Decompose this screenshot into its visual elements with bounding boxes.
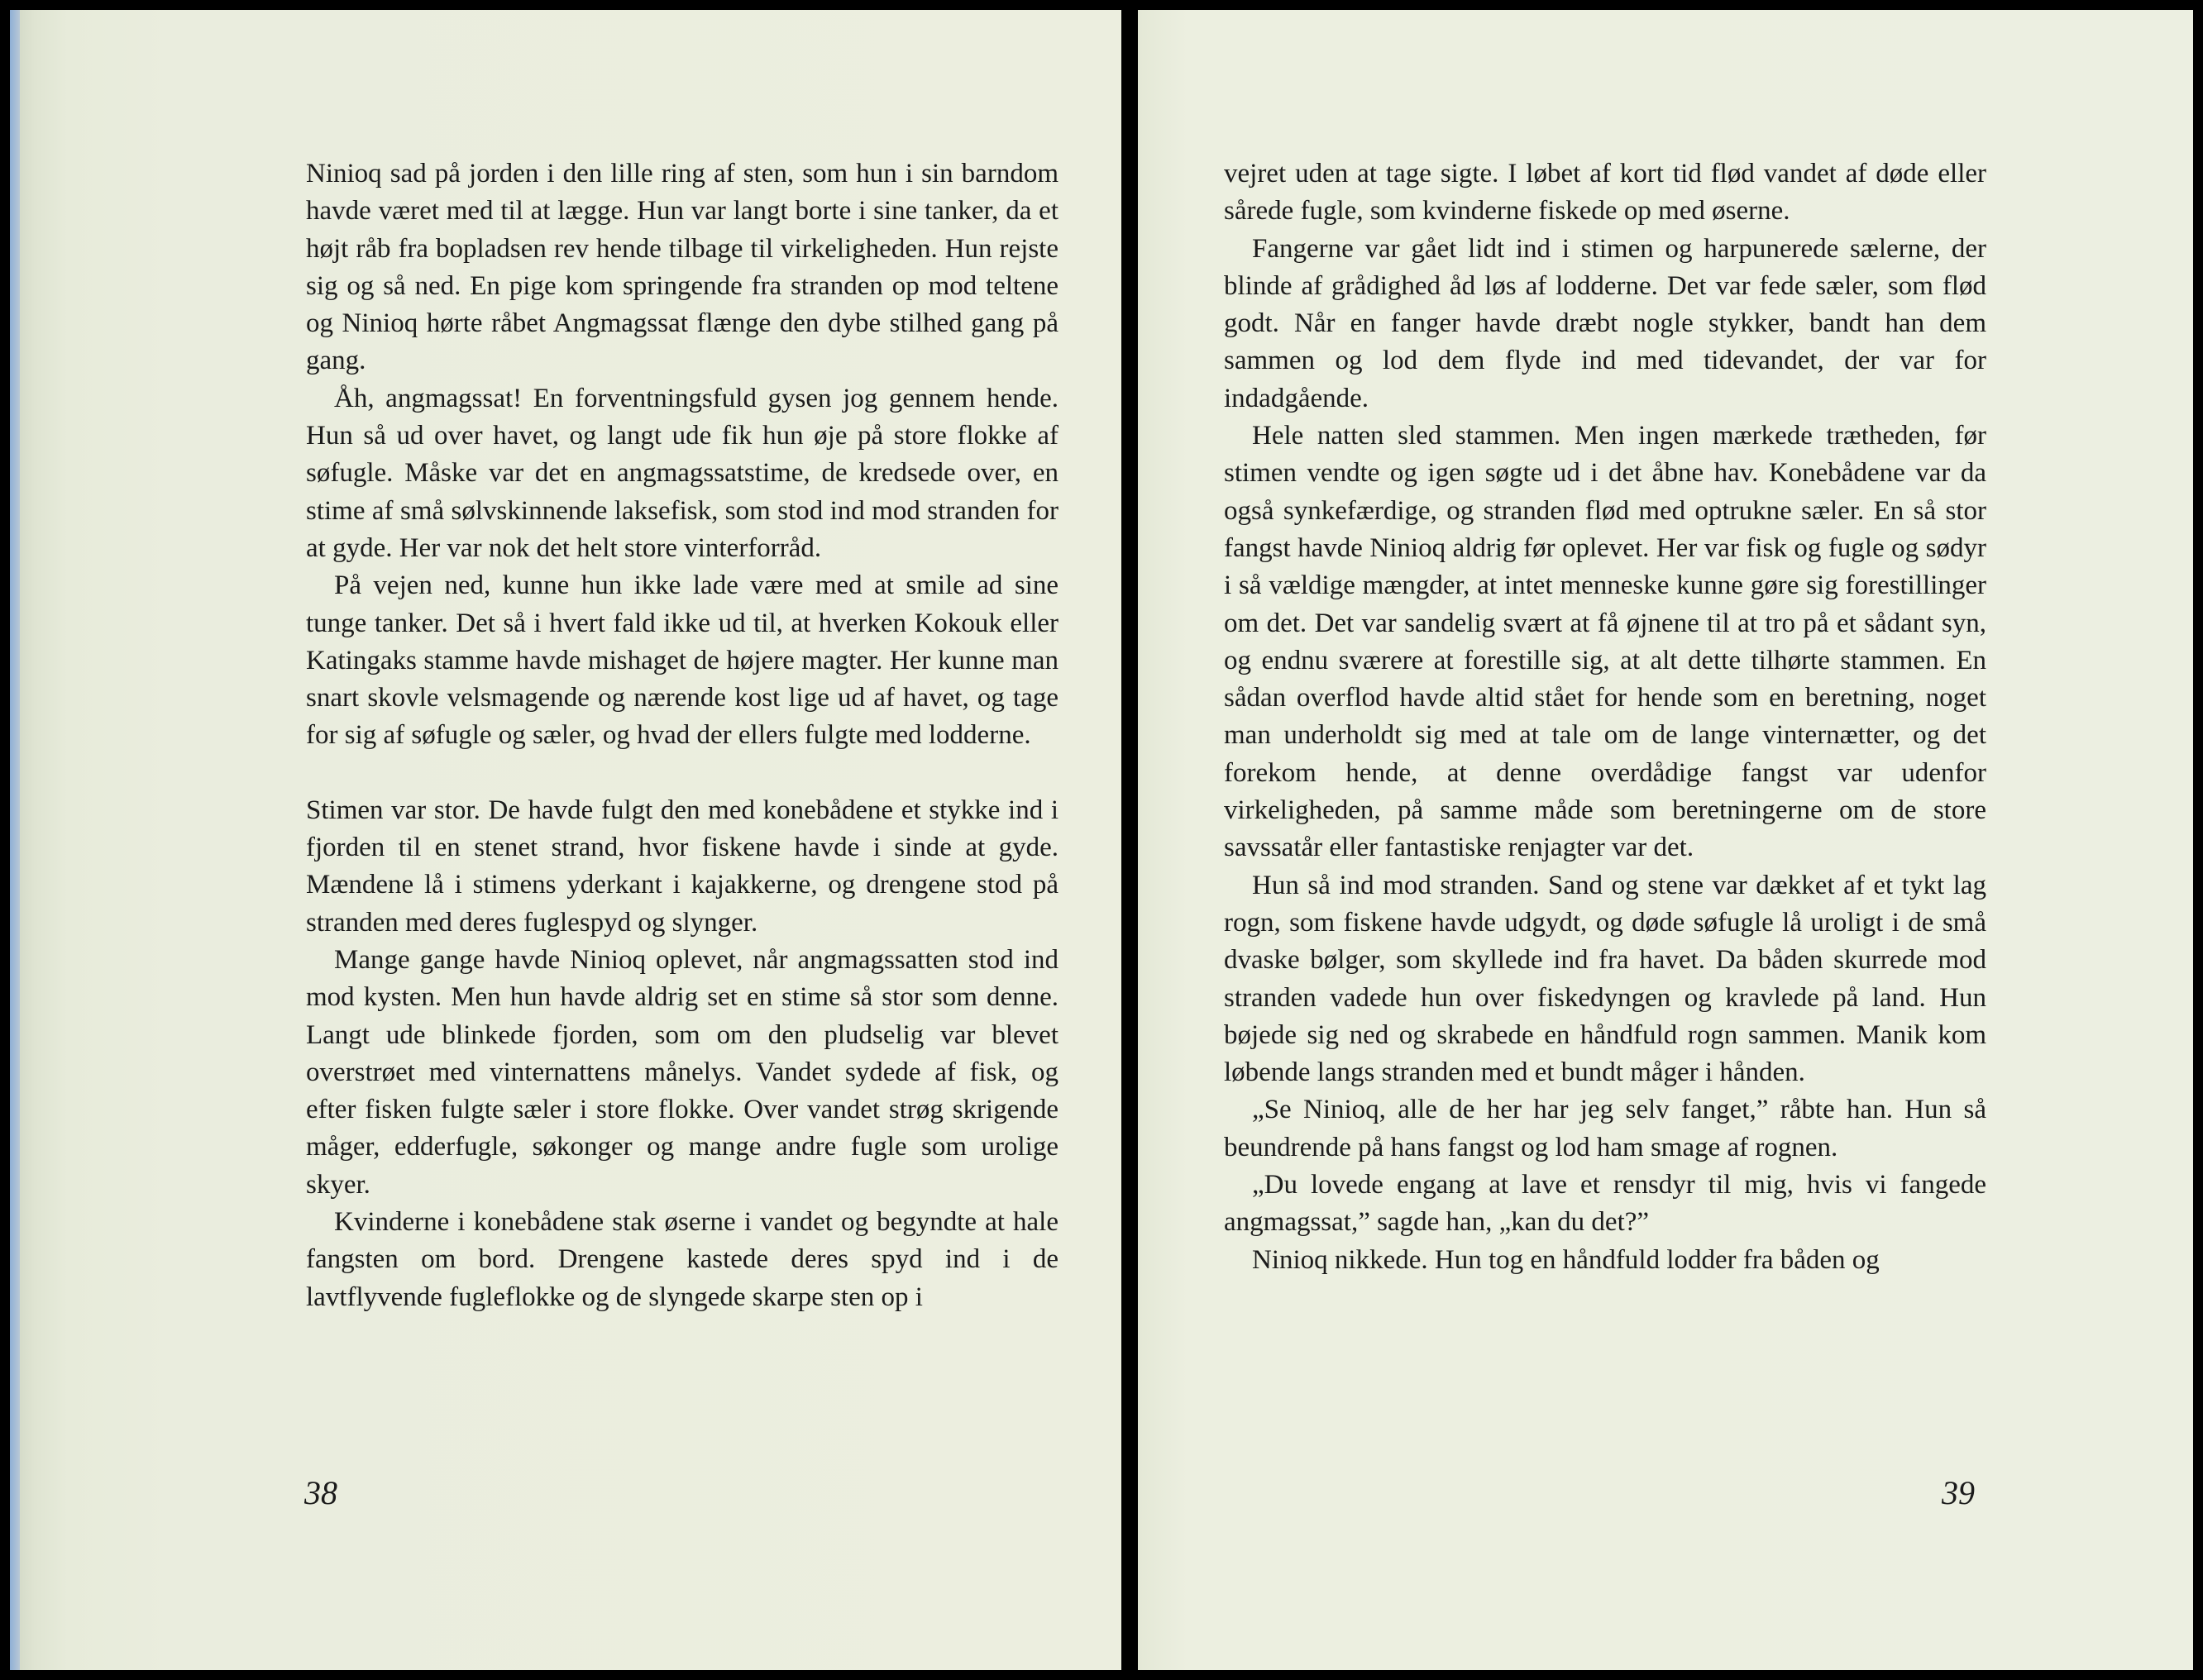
paragraph: „Du lovede engang at lave et rensdyr til mig, hvis vi fangede angmagssat,” sagde han, „kan du det?” (1224, 1170, 1986, 1238)
paragraph: Hun så ind mod stranden. Sand og stene var dækket af et tykt lag rogn, som fiskene havde udgydt, og døde søfugle lå uroligt i de små dvaske bølger, som skyllede ind fra havet. Da båden skurrede mod stranden vadede hun over fiskedyngen og kravlede på land. Hun bøjede sig ned og skrabede en håndfuld rogn sammen. Manik kom løbende langs stranden med et bundt måger i hånden. (1224, 870, 1986, 1088)
right-page (1138, 10, 2193, 1670)
left-page (10, 10, 1121, 1670)
paragraph: Mange gange havde Ninioq oplevet, når angmagssatten stod ind mod kysten. Men hun havde aldrig set en stime så stor som denne. Langt ude blinkede fjorden, som om den pludselig var blevet overstrøet med vinternattens månelys. Vandet sydede af fisk, og efter fisken fulgte sæler i store flokke. Over vandet strøg skrigende måger, edderfugle, søkonger og mange andre fugle som urolige skyer. (306, 944, 1058, 1200)
paragraph: Ninioq sad på jorden i den lille ring af sten, som hun i sin barndom havde været med til at lægge. Hun var langt borte i sine tanker, da et højt råb fra bopladsen rev hende tilbage til virkeligheden. Hun rejste sig og så ned. En pige kom springende fra stranden op mod teltene og Ninioq hørte råbet Angmagssat flænge den dybe stilhed gang på gang. (306, 159, 1058, 376)
right-page-text (1224, 155, 1986, 1279)
paragraph: På vejen ned, kunne hun ikke lade være med at smile ad sine tunge tanker. Det så i hvert fald ikke ud til, at hverken Kokouk eller Katingaks stamme havde mishaget de højere magter. Her kunne man snart skovle velsmagende og nærende kost lige ud af havet, og tage for sig af søfugle og sæler, og hvad der ellers fulgte med lodderne. (306, 570, 1058, 751)
paragraph: Fangerne var gået lidt ind i stimen og harpunerede sælerne, der blinde af grådighed åd løs af lodderne. Det var fede sæler, som flød godt. Når en fanger havde dræbt nogle stykker, bandt han dem sammen og lod dem flyde ind med tidevandet, der var for indadgående. (1224, 233, 1986, 413)
left-page-text (306, 155, 1058, 1316)
page-number: 39 (1942, 1474, 1975, 1511)
paragraph: Hele natten sled stammen. Men ingen mærkede trætheden, før stimen vendte og igen søgte ud i det åbne hav. Konebådene var da også synkefærdige, og stranden flød med optrukne sæler. En så stor fangst havde Ninioq aldrig før oplevet. Her var fisk og fugle og sødyr i så vældige mængder, at intet menneske kunne gøre sig forestillinger om det. Det var sandelig svært at få øjnene til at tro på et sådant syn, og endnu sværere at forestille sig, at alt dette tilhørte stammen. En sådan overflod havde altid stået for hende som en beretning, noget man underholdt sig med at tale om de lange vinternætter, og det forekom hende, at denne overdådige fangst var udenfor virkeligheden, på samme måde som beretningerne om de store savssatår eller fantastiske renjagter var det. (1224, 421, 1986, 863)
paragraph: Stimen var stor. De havde fulgt den med konebådene et stykke ind i fjorden til en stenet strand, hvor fiskene havde i sinde at gyde. Mændene lå i stimens yderkant i kajakkerne, og drengene stod på stranden med deres fuglespyd og slynger. (306, 795, 1058, 938)
paragraph: Kvinderne i konebådene stak øserne i vandet og begyndte at hale fangsten om bord. Drengene kastede deres spyd ind i de lavtflyvende fugleflokke og de slyngede skarpe sten op i (306, 1207, 1058, 1312)
book-edge (10, 10, 20, 1670)
paragraph: Åh, angmagssat! En forventningsfuld gysen jog gennem hende. Hun så ud over havet, og langt ude fik hun øje på store flokke af søfugle. Måske var det en angmagssatstime, de kredsede over, en stime af små sølvskinnende laksefisk, som stod ind mod stranden for at gyde. Her var nok det helt store vinterforråd. (306, 383, 1058, 563)
paragraph: Ninioq nikkede. Hun tog en håndfuld lodder fra båden og (1252, 1244, 1880, 1275)
paragraph: vejret uden at tage sigte. I løbet af kort tid flød vandet af døde eller sårede fugle, som kvinderne fiskede op med øserne. (1224, 159, 1986, 227)
page-number: 38 (304, 1474, 337, 1511)
paragraph: „Se Ninioq, alle de her har jeg selv fanget,” råbte han. Hun så beundrende på hans fangst og lod ham smage af rognen. (1224, 1095, 1986, 1162)
